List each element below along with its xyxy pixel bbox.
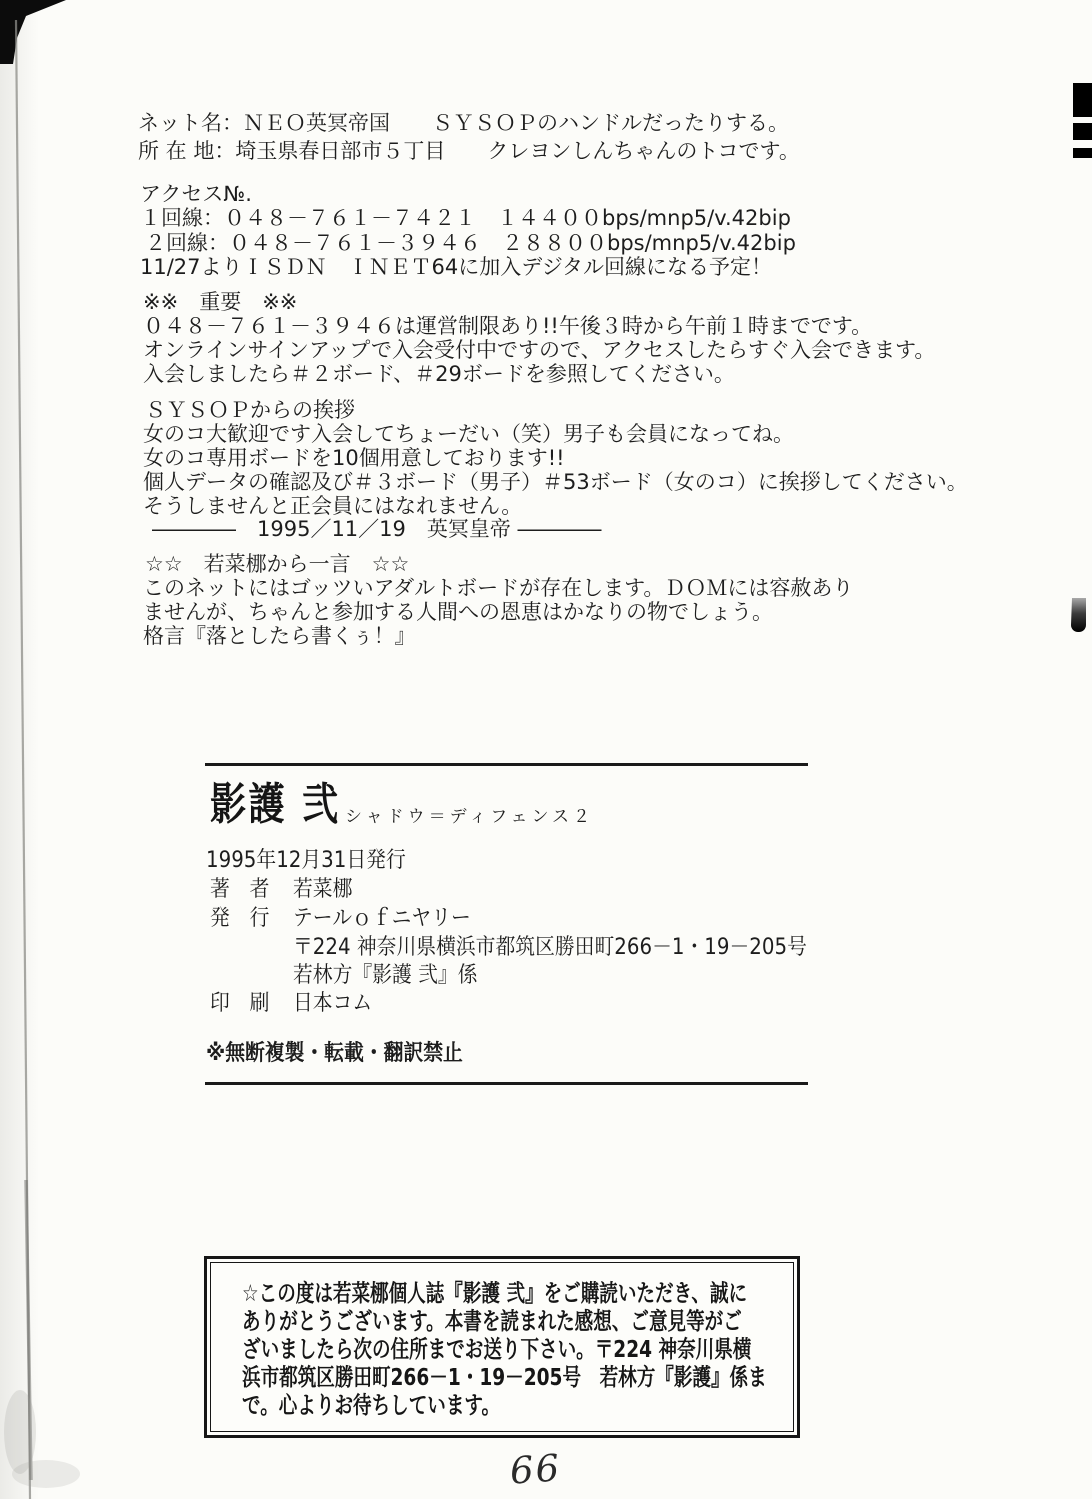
wakana-line-2: ませんが、ちゃんと参加する人間への恩恵はかなりの物でしょう。 <box>143 600 773 624</box>
sysop-line-4: そうしませんと正会員にはなれません。 <box>143 494 523 518</box>
bleed-tab-small <box>1073 148 1092 158</box>
copyright-notice: ※無断複製・転載・翻訳禁止 <box>206 1041 463 1066</box>
sysop-signature: ―――― 1995／11／19 英冥皇帝 ―――― <box>152 517 602 541</box>
colophon-bottom-rule <box>205 1082 808 1085</box>
feedback-box-inner <box>210 1262 794 1432</box>
important-line-3: 入会しましたら＃２ボード、＃29ボードを参照してください。 <box>143 362 735 386</box>
feedback-line-3: ざいましたら次の住所までお送り下さい。〒224 神奈川県横 <box>242 1335 752 1363</box>
publication-date: 1995年12月31日発行 <box>206 848 406 873</box>
important-heading: ※※ 重要 ※※ <box>143 290 298 314</box>
wakana-line-1: このネットにはゴッツいアダルトボードが存在します。ＤＯＭには容赦あり <box>143 576 854 600</box>
net-location-line: 所 在 地：埼玉県春日部市５丁目 クレヨンしんちゃんのトコです。 <box>138 139 800 163</box>
important-line-2: オンラインサインアップで入会受付中ですので、アクセスしたらすぐ入会できます。 <box>143 338 936 362</box>
author-label: 著 者 <box>210 877 270 902</box>
book-subtitle: シャドウ＝ディフェンス２ <box>345 807 594 827</box>
access-line-2: ２回線：０４８－７６１－３９４６ ２８８００bps/mnp5/v.42bip <box>145 231 796 255</box>
publisher-label: 発 行 <box>210 906 270 931</box>
important-line-1: ０４８－７６１－３９４６は運営制限あり!!午後３時から午前１時までです。 <box>143 314 873 338</box>
page-number: 66 <box>508 1446 563 1493</box>
publisher-name: テールｏｆニヤリー <box>293 906 471 931</box>
ink-bleed-mark <box>1071 598 1086 632</box>
author-name: 若菜梛 <box>293 877 353 902</box>
wakana-line-3: 格言『落としたら書くぅ！』 <box>143 624 416 648</box>
wakana-heading: ☆☆ 若菜梛から一言 ☆☆ <box>145 552 410 576</box>
colophon-top-rule <box>205 763 808 766</box>
book-title: 影護 弐 <box>210 779 341 830</box>
publisher-care-of: 若林方『影護 弐』係 <box>293 963 478 988</box>
sysop-line-1: 女のコ大歓迎です入会してちょーだい（笑）男子も会員になってね。 <box>143 422 794 446</box>
sysop-greeting-heading: ＳＹＳＯＰからの挨拶 <box>145 398 355 422</box>
net-name-line: ネット名：ＮＥＯ英冥帝国 ＳＹＳＯＰのハンドルだったりする。 <box>138 111 789 135</box>
bleed-tab-medium <box>1073 123 1092 140</box>
access-line-1: １回線：０４８－７６１－７４２１ １４４００bps/mnp5/v.42bip <box>140 206 791 230</box>
access-heading: アクセス№. <box>140 182 252 206</box>
corner-wedge-mark <box>0 0 66 64</box>
feedback-box <box>204 1256 800 1438</box>
bleed-tab-large <box>1073 83 1092 117</box>
publisher-address: 〒224 神奈川県横浜市都筑区勝田町266－1・19－205号 <box>293 935 807 960</box>
feedback-line-4: 浜市都筑区勝田町266－1・19－205号 若林方『影護』係ま <box>242 1363 767 1391</box>
access-line-isdn: 11/27よりＩＳＤＮ ＩＮＥＴ64に加入デジタル回線になる予定！ <box>140 255 772 279</box>
sysop-line-3: 個人データの確認及び＃３ボード（男子）＃53ボード（女のコ）に挨拶してください。 <box>143 470 968 494</box>
feedback-line-1: ☆この度は若菜梛個人誌『影護 弐』をご購読いただき、誠に <box>242 1279 748 1307</box>
feedback-line-2: ありがとうございます。本書を読まれた感想、ご意見等がご <box>242 1307 742 1335</box>
feedback-line-5: で。心よりお待ちしています。 <box>242 1391 501 1419</box>
printer-label: 印 刷 <box>210 991 270 1016</box>
sysop-line-2: 女のコ専用ボードを10個用意しております!! <box>143 446 565 470</box>
printer-name: 日本コム <box>293 991 373 1016</box>
smudge-mark <box>12 1460 80 1488</box>
